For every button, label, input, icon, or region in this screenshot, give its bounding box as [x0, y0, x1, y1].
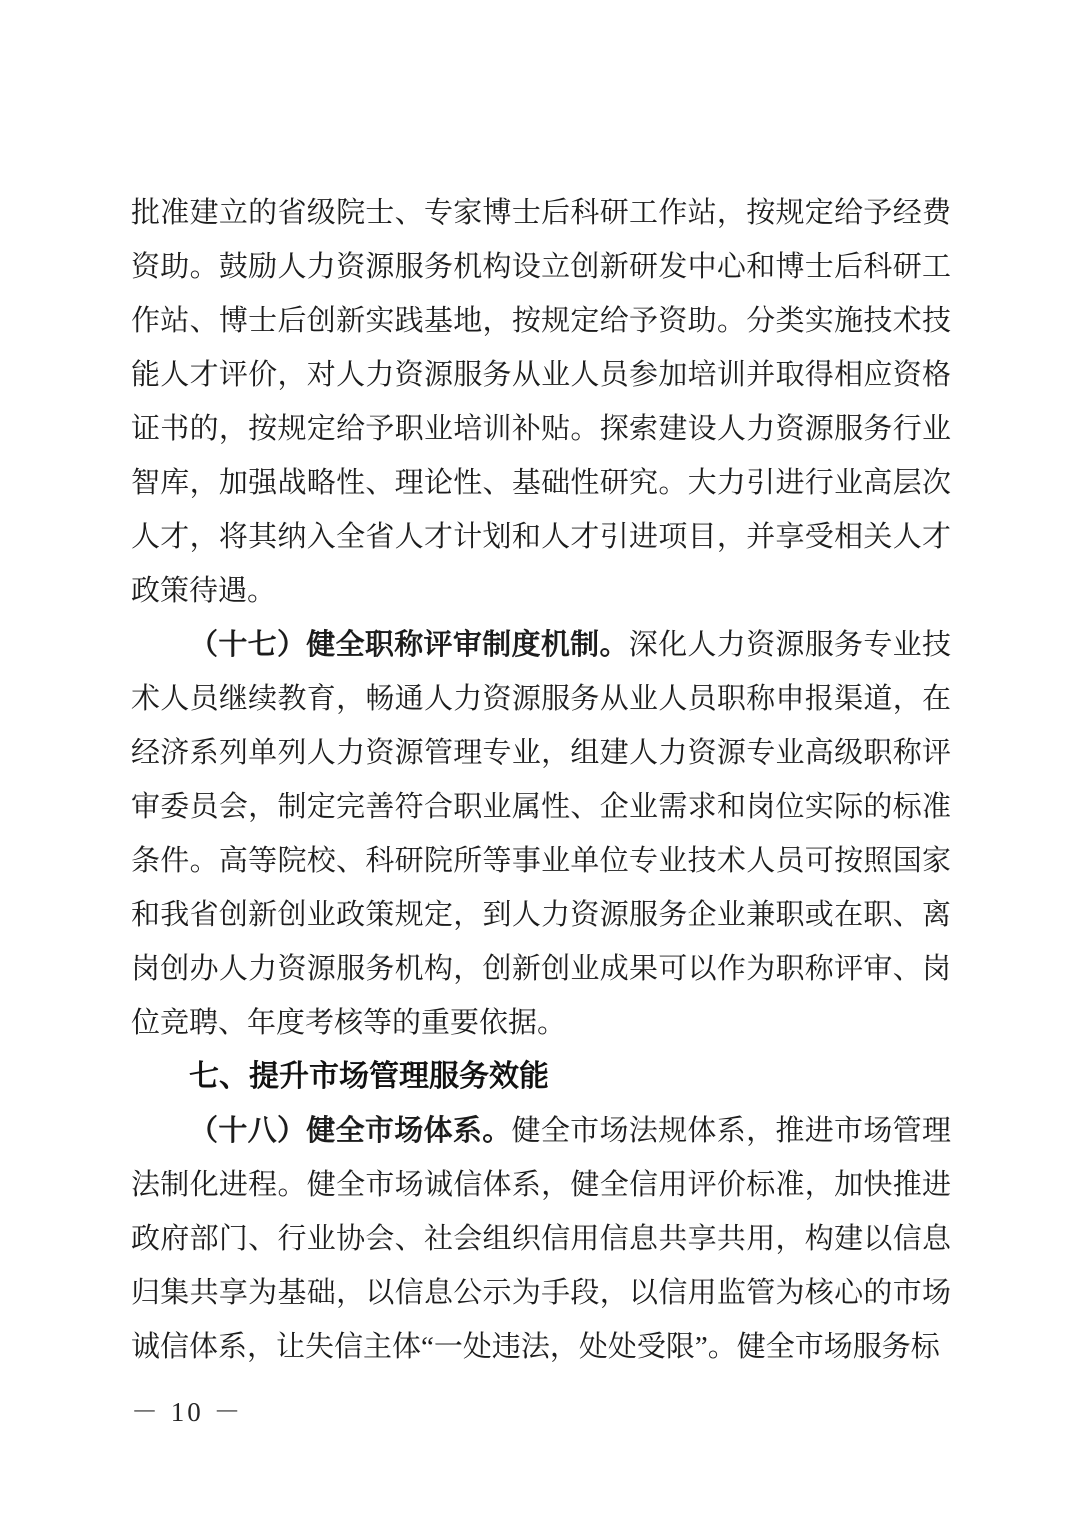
- page-number: [131, 1392, 244, 1432]
- clause-17-paragraph: [131, 618, 951, 1050]
- document-body: [131, 186, 951, 1374]
- clause-17-text: 深化人力资源服务专业技术人员继续教育，畅通人力资源服务从业人员职称申报渠道，在经济系列单列人力资源管理专业，组建人力资源专业高级职称评审委员会，制定完善符合职业属性、企业需求和岗位实际的标准条件。高等院校、科研院所等事业单位专业技术人员可按照国家和我省创新创业政策规定，到人力资源服务企业兼职或在职、离岗创办人力资源服务机构，创新创业成果可以作为职称评审、岗位竞聘、年度考核等的重要依据。: [131, 629, 951, 1039]
- clause-18-paragraph: [131, 1104, 951, 1374]
- paragraph-continuation: [131, 186, 951, 618]
- clause-18-text: 健全市场法规体系，推进市场管理法制化进程。健全市场诚信体系，健全信用评价标准，加快推进政府部门、行业协会、社会组织信用信息共享共用，构建以信息归集共享为基础，以信息公示为手段，以信用监管为核心的市场诚信体系，让失信主体“一处违法，处处受限”。健全市场服务标: [131, 1115, 951, 1363]
- section-7-heading: 七、提升市场管理服务效能: [189, 1060, 549, 1093]
- clause-17-title: （十七）健全职称评审制度机制。: [189, 629, 629, 661]
- page-number-text: － 10 －: [131, 1397, 244, 1427]
- clause-18-title: （十八）健全市场体系。: [189, 1115, 512, 1147]
- paragraph-text: 批准建立的省级院士、专家博士后科研工作站，按规定给予经费资助。鼓励人力资源服务机构设立创新研发中心和博士后科研工作站、博士后创新实践基地，按规定给予资助。分类实施技术技能人才评价，对人力资源服务从业人员参加培训并取得相应资格证书的，按规定给予职业培训补贴。探索建设人力资源服务行业智库，加强战略性、理论性、基础性研究。大力引进行业高层次人才，将其纳入全省人才计划和人才引进项目，并享受相关人才政策待遇。: [131, 197, 951, 607]
